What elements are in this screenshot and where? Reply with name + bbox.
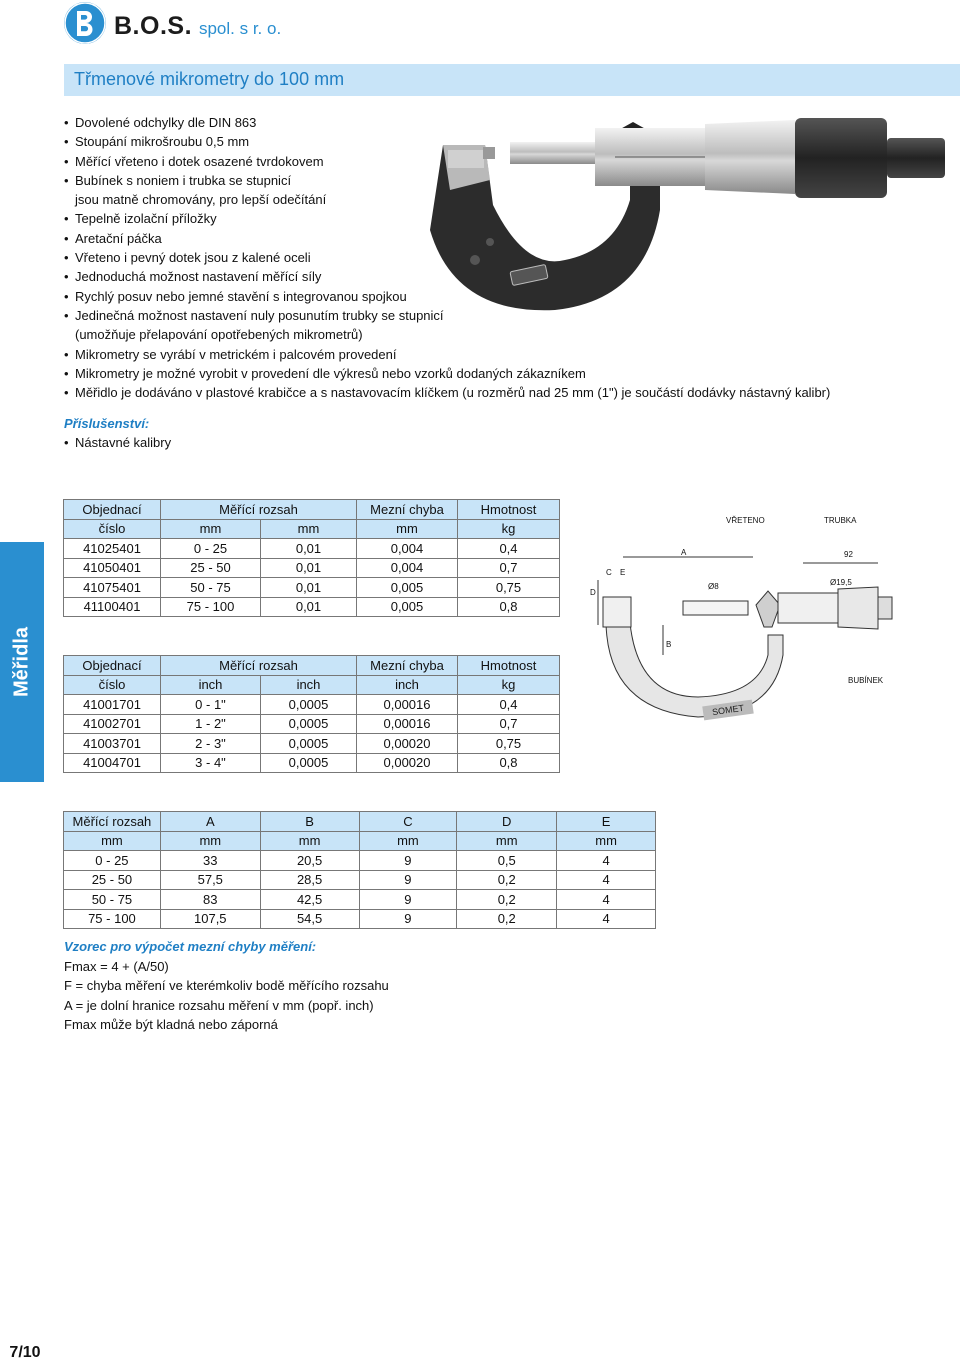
drawing-label-trubka: TRUBKA [824,516,857,525]
table-header-cell: mm [260,831,359,851]
table-cell: 4 [557,870,656,890]
table-cell: 75 - 100 [161,597,261,617]
feature-item: • Tepelně izolační příložky [64,209,830,228]
table-header-cell: mm [557,831,656,851]
table-cell: 0,5 [457,851,557,871]
table-cell: 41050401 [64,558,161,578]
table-cell: 28,5 [260,870,359,890]
table-row [64,539,560,559]
table-cell: 0,01 [261,558,357,578]
table-header-cell: Měřící rozsah [64,812,161,832]
table-header-cell: inch [261,675,357,695]
feature-item: • Měřidlo je dodáváno v plastové krabičce a s nastavovacím klíčkem (u rozměrů nad 25 mm (1") je součástí dodávky nástavný kalibr) [64,383,830,402]
table-header-row [64,519,560,539]
table-cell: 0 - 25 [64,851,161,871]
table-header-cell: D [457,812,557,832]
table-cell: 33 [160,851,260,871]
table-cell: 0,8 [458,597,560,617]
feature-item: • Jednoduchá možnost nastavení měřící síly [64,267,830,286]
drawing-label-vreteno: VŘETENO [726,516,765,525]
table-header-cell: inch [357,675,458,695]
table-cell: 41004701 [64,753,161,773]
table-cell: 0,0005 [261,714,357,734]
formula-line: Fmax = 4 + (A/50) [64,958,169,974]
table-cell: 0,0005 [261,753,357,773]
formula-line: F = chyba měření ve kterémkoliv bodě měřícího rozsahu [64,978,389,994]
drawing-dim-d: D [590,588,596,597]
table-row [64,890,656,910]
table-cell: 0,004 [357,539,458,559]
table-header-cell: B [260,812,359,832]
drawing-dim-c: C [606,568,612,577]
table-cell: 0,4 [458,539,560,559]
table-header-cell: číslo [64,675,161,695]
table-header-cell: číslo [64,519,161,539]
page-title: Třmenové mikrometry do 100 mm [74,69,345,89]
feature-item: • Měřící vřeteno i dotek osazené tvrdokovem [64,152,830,171]
table-cell: 0,2 [457,890,557,910]
table-cell: 75 - 100 [64,909,161,929]
table-cell: 4 [557,851,656,871]
feature-item: • Aretační páčka [64,229,830,248]
table-row [64,909,656,929]
table-cell: 9 [359,890,457,910]
table-cell: 0,75 [458,578,560,598]
accessory-item: • Nástavné kalibry [64,435,171,450]
table-header-cell: C [359,812,457,832]
table-cell: 0,01 [261,578,357,598]
table-header-cell: mm [261,519,357,539]
table-row [64,695,560,715]
table-cell: 0 - 25 [161,539,261,559]
drawing-dim-e: E [620,568,626,577]
drawing-dim-92: 92 [844,550,853,559]
table-cell: 41075401 [64,578,161,598]
table-cell: 25 - 50 [161,558,261,578]
brand-name: B.O.S. [114,12,193,40]
dimensions-table [63,811,656,929]
drawing-label-bubinek: BUBÍNEK [848,676,884,685]
drawing-dim-b: B [666,640,672,649]
drawing-dia-8: Ø8 [708,582,719,591]
brand-suffix: spol. s r. o. [198,19,282,38]
table-cell: 1 - 2" [161,714,261,734]
table-header-cell: mm [357,519,458,539]
table-cell: 2 - 3" [161,734,261,754]
table-row [64,597,560,617]
logo-emblem-icon [64,2,106,44]
table-cell: 9 [359,909,457,929]
table-row [64,714,560,734]
feature-item: • Rychlý posuv nebo jemné stavění s integrovanou spojkou [64,287,830,306]
table-header-row [64,812,656,832]
table-header-cell: mm [457,831,557,851]
table-cell: 50 - 75 [64,890,161,910]
table-cell: 0,4 [458,695,560,715]
table-header-cell: E [557,812,656,832]
table-cell: 0,7 [458,558,560,578]
table-header-cell: mm [64,831,161,851]
table-cell: 0,00016 [357,714,458,734]
table-cell: 0,004 [357,558,458,578]
table-cell: 0,8 [458,753,560,773]
table-header-row [64,831,656,851]
table-cell: 41025401 [64,539,161,559]
feature-item: • Vřeteno i pevný dotek jsou z kalené oceli [64,248,830,267]
table-header-cell: Objednací [64,500,161,520]
page-number: 7/10 [9,1344,41,1361]
table-cell: 50 - 75 [161,578,261,598]
table-cell: 57,5 [160,870,260,890]
table-header-row [64,500,560,520]
table-header-cell: inch [161,675,261,695]
table-header-cell: Měřící rozsah [161,500,357,520]
table-cell: 0,2 [457,909,557,929]
table-cell: 9 [359,870,457,890]
feature-item: • Dovolené odchylky dle DIN 863 [64,113,830,132]
table-header-cell: mm [160,831,260,851]
inch-spec-table [63,655,560,773]
title-bar [64,64,960,96]
section-side-tab [0,542,44,782]
drawing-dim-a: A [681,548,687,557]
formula-heading: Vzorec pro výpočet mezní chyby měření: [64,939,317,954]
table-cell: 4 [557,909,656,929]
table-cell: 0 - 1" [161,695,261,715]
table-row [64,753,560,773]
table-cell: 3 - 4" [161,753,261,773]
table-cell: 0,2 [457,870,557,890]
table-header-cell: mm [161,519,261,539]
table-cell: 0,75 [458,734,560,754]
table-row [64,734,560,754]
table-header-cell: mm [359,831,457,851]
table-cell: 0,7 [458,714,560,734]
table-cell: 41003701 [64,734,161,754]
feature-item: • Jedinečná možnost nastavení nuly posunutím trubky se stupnicí [64,306,830,325]
table-header-cell: Objednací [64,656,161,676]
table-cell: 54,5 [260,909,359,929]
feature-item: • Bubínek s noniem i trubka se stupnicí [64,171,830,190]
table-cell: 107,5 [160,909,260,929]
feature-item: • Mikrometry je možné vyrobit v provedení dle výkresů nebo vzorků dodaných zákazníkem [64,364,830,383]
table-header-cell: kg [458,519,560,539]
formula-line: Fmax může být kladná nebo záporná [64,1017,278,1033]
table-row [64,578,560,598]
drawing-dia-19: Ø19,5 [830,578,852,587]
table-cell: 0,00020 [357,753,458,773]
table-header-cell: Měřící rozsah [161,656,357,676]
table-cell: 0,0005 [261,734,357,754]
table-cell: 0,0005 [261,695,357,715]
table-header-cell: Hmotnost [458,500,560,520]
table-row [64,870,656,890]
table-cell: 0,00020 [357,734,458,754]
feature-item: • Stoupání mikrošroubu 0,5 mm [64,132,830,151]
table-row [64,851,656,871]
table-header-cell: Mezní chyba [357,656,458,676]
table-header-cell: A [160,812,260,832]
table-cell: 83 [160,890,260,910]
table-header-cell: kg [458,675,560,695]
table-cell: 41002701 [64,714,161,734]
table-cell: 42,5 [260,890,359,910]
table-cell: 25 - 50 [64,870,161,890]
table-header-cell: Mezní chyba [357,500,458,520]
table-header-row [64,675,560,695]
table-cell: 0,01 [261,597,357,617]
technical-drawing [578,505,896,730]
feature-item-continuation: (umožňuje přelapování opotřebených mikrometrů) [75,327,363,343]
table-cell: 9 [359,851,457,871]
table-cell: 41001701 [64,695,161,715]
table-cell: 4 [557,890,656,910]
formula-section [64,937,389,1035]
metric-spec-table [63,499,560,617]
feature-item-continuation: jsou matně chromovány, pro lepší odečítání [75,192,327,208]
table-cell: 0,005 [357,597,458,617]
side-tab-label: Měřidla [10,626,33,698]
table-cell: 0,00016 [357,695,458,715]
drawing-logo-text: SOMET [711,702,745,718]
accessories-heading: Příslušenství: [64,416,150,431]
table-header-cell: Hmotnost [458,656,560,676]
table-cell: 0,01 [261,539,357,559]
table-cell: 41100401 [64,597,161,617]
table-row [64,558,560,578]
micrometer-photo [415,110,960,325]
table-cell: 0,005 [357,578,458,598]
table-cell: 20,5 [260,851,359,871]
feature-item: • Mikrometry se vyrábí v metrickém i palcovém provedení [64,345,830,364]
formula-line: A = je dolní hranice rozsahu měření v mm (popř. inch) [64,997,374,1013]
table-header-row [64,656,560,676]
